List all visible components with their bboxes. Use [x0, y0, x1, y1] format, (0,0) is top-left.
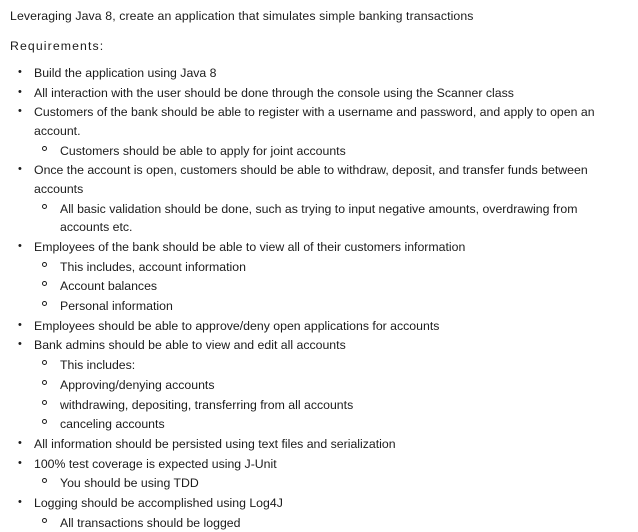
sub-requirement-item — [34, 376, 628, 395]
requirements-heading: Requirements: — [10, 38, 105, 53]
sub-requirement-item — [34, 200, 628, 237]
sub-requirements-list — [34, 356, 628, 434]
circle-bullet-icon — [42, 146, 47, 151]
circle-bullet-icon — [42, 262, 47, 267]
circle-bullet-icon — [42, 380, 47, 385]
requirement-text: Build the application using Java 8 — [34, 65, 217, 80]
requirement-text: All interaction with the user should be done through the console using the Scanner class — [34, 85, 514, 100]
bullet-icon: • — [18, 105, 22, 118]
sub-requirement-text: Personal information — [60, 299, 173, 314]
bullet-icon: • — [18, 85, 22, 98]
requirement-text: Once the account is open, customers should be able to withdraw, deposit, and transfer funds between accounts — [34, 163, 588, 196]
requirement-item — [10, 161, 628, 237]
circle-bullet-icon — [42, 478, 47, 483]
requirement-item — [10, 84, 628, 103]
sub-requirement-text: This includes, account information — [60, 259, 246, 274]
bullet-icon: • — [18, 338, 22, 351]
requirement-text: Customers of the bank should be able to register with a username and password, and apply to open an account. — [34, 105, 595, 138]
sub-requirement-item — [34, 356, 628, 375]
requirements-list — [10, 64, 628, 532]
bullet-icon: • — [18, 495, 22, 508]
sub-requirement-text: Approving/denying accounts — [60, 377, 215, 392]
sub-requirements-list — [34, 258, 628, 316]
circle-bullet-icon — [42, 301, 47, 306]
requirement-item — [10, 103, 628, 160]
requirement-text: Logging should be accomplished using Log4J — [34, 495, 283, 510]
sub-requirement-item — [34, 142, 628, 161]
circle-bullet-icon — [42, 204, 47, 209]
bullet-icon: • — [18, 65, 22, 78]
requirement-item — [10, 317, 628, 336]
sub-requirement-item — [34, 258, 628, 277]
sub-requirement-text: You should be using TDD — [60, 476, 199, 491]
circle-bullet-icon — [42, 360, 47, 365]
bullet-icon: • — [18, 163, 22, 176]
sub-requirements-list — [34, 142, 628, 161]
sub-requirement-text: This includes: — [60, 358, 136, 373]
requirement-item — [10, 435, 628, 454]
sub-requirement-text: canceling accounts — [60, 417, 165, 432]
sub-requirement-item — [34, 297, 628, 316]
requirement-text: Bank admins should be able to view and edit all accounts — [34, 338, 346, 353]
bullet-icon: • — [18, 456, 22, 469]
sub-requirement-item — [34, 415, 628, 434]
sub-requirement-text: All transactions should be logged — [60, 515, 241, 530]
circle-bullet-icon — [42, 400, 47, 405]
circle-bullet-icon — [42, 518, 47, 523]
requirement-text: 100% test coverage is expected using J-Unit — [34, 456, 277, 471]
sub-requirement-item — [34, 277, 628, 296]
requirement-item — [10, 336, 628, 433]
sub-requirement-text: withdrawing, depositing, transferring from all accounts — [60, 397, 354, 412]
bullet-icon: • — [18, 436, 22, 449]
sub-requirement-text: Customers should be able to apply for joint accounts — [60, 143, 346, 158]
circle-bullet-icon — [42, 281, 47, 286]
sub-requirements-list — [34, 200, 628, 237]
sub-requirement-item — [34, 474, 628, 493]
requirement-item — [10, 64, 628, 83]
circle-bullet-icon — [42, 419, 47, 424]
sub-requirements-list — [34, 514, 628, 532]
sub-requirement-item — [34, 396, 628, 415]
requirement-item — [10, 238, 628, 316]
requirement-item — [10, 455, 628, 493]
sub-requirement-item — [34, 514, 628, 532]
document-intro: Leveraging Java 8, create an application that simulates simple banking transactions — [10, 9, 474, 23]
requirement-item — [10, 494, 628, 532]
requirement-text: All information should be persisted using text files and serialization — [34, 436, 396, 451]
sub-requirement-text: Account balances — [60, 279, 158, 294]
sub-requirement-text: All basic validation should be done, such as trying to input negative amounts, overdrawing from accounts etc. — [60, 201, 578, 235]
requirement-text: Employees should be able to approve/deny open applications for accounts — [34, 318, 440, 333]
bullet-icon: • — [18, 240, 22, 253]
bullet-icon: • — [18, 318, 22, 331]
requirement-text: Employees of the bank should be able to view all of their customers information — [34, 240, 466, 255]
sub-requirements-list — [34, 474, 628, 493]
